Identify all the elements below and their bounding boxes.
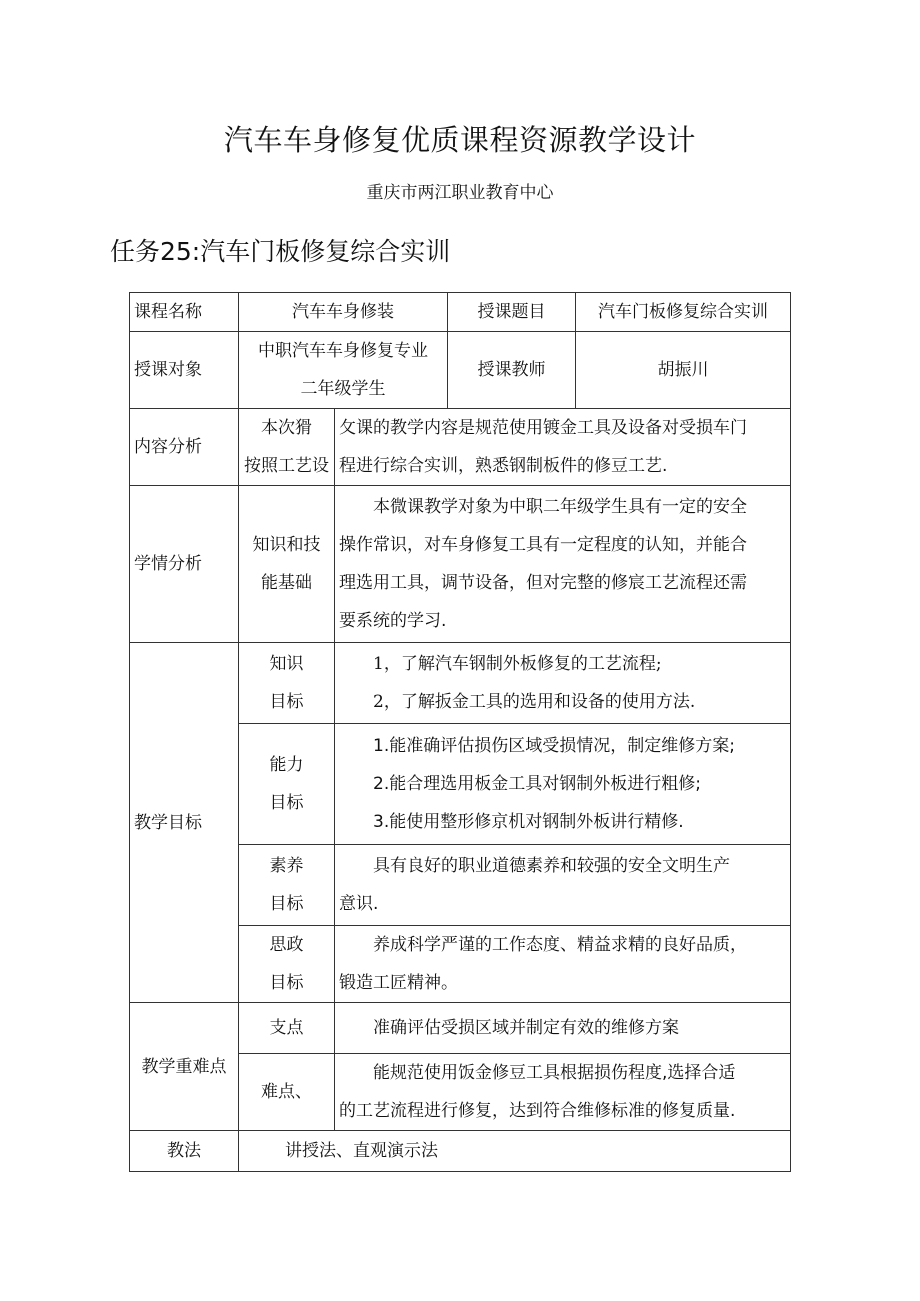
ideology-goal-subheader: [239, 926, 335, 1003]
difficulty-line: 能规范使用饭金修豆工具根据损伤程度,选择合适: [373, 1063, 736, 1083]
ideology-goal-line: 养成科学严谨的工作态度、精益求精的良好品质，: [373, 935, 747, 955]
quality-sub-line: 目标: [269, 894, 304, 914]
ideology-sub-line: 思政: [269, 935, 304, 955]
ability-goal-line: 2.能合理选用板金工具对钢制外板进行粗修;: [373, 774, 701, 794]
focus-subheader: 支点: [239, 1003, 335, 1054]
key-difficult-points-label: 教学重难点: [130, 1003, 239, 1131]
learner-analysis-text: [335, 486, 791, 643]
table-row: [130, 1003, 791, 1054]
audience-value-line: 二年级学生: [300, 379, 386, 399]
knowledge-goal-line: 2，了解扳金工具的选用和设备的使用方法.: [373, 692, 696, 712]
learner-text-line: 理选用工具，调节设备，但对完整的修宸工艺流程还需: [339, 573, 747, 593]
ideology-goal-line: 锻造工匠精神。: [339, 973, 458, 993]
ability-sub-line: 目标: [269, 793, 304, 813]
document-title: 汽车车身修复优质课程资源教学设计: [223, 123, 696, 157]
teacher-label: 授课教师: [448, 332, 576, 409]
table-row: [130, 1131, 791, 1172]
quality-goal-subheader: [239, 845, 335, 926]
ideology-sub-line: 目标: [269, 973, 304, 993]
content-analysis-text: [335, 409, 791, 486]
content-sub-line: 本次猾: [261, 418, 312, 438]
ability-goal-line: 1.能准确评估损伤区域受损情况，制定维修方案;: [373, 736, 735, 756]
ideology-goal-text: [335, 926, 791, 1003]
difficulty-text: [335, 1054, 791, 1131]
ability-goal-line: 3.能使用整形修京机对钢制外板讲行精修.: [373, 812, 684, 832]
audience-value-line: 中职汽车车身修复专业: [258, 341, 428, 361]
school-name: 重庆市两江职业教育中心: [366, 183, 554, 203]
difficulty-line: 的工艺流程进行修复，达到符合维修标准的修复质量.: [339, 1101, 736, 1121]
quality-goal-text: [335, 845, 791, 926]
content-text-line: 程进行综合实训，熟悉钢制板件的修豆工艺.: [339, 456, 668, 476]
quality-goal-line: 意识.: [339, 894, 379, 914]
knowledge-sub-line: 知识: [269, 654, 304, 674]
course-name-value: 汽车车身修装: [239, 293, 448, 332]
teaching-goals-label: 教学目标: [130, 643, 239, 1003]
learner-subheader: [239, 486, 335, 643]
content-analysis-label: 内容分析: [130, 409, 239, 486]
quality-goal-line: 具有良好的职业道德素养和较强的安全文明生产: [373, 856, 730, 876]
quality-sub-line: 素养: [269, 856, 304, 876]
teacher-value: 胡振川: [576, 332, 791, 409]
content-sub-line: 按照工艺设: [244, 456, 329, 476]
course-name-label: 课程名称: [130, 293, 239, 332]
audience-label: 授课对象: [130, 332, 239, 409]
learner-analysis-label: 学情分析: [130, 486, 239, 643]
content-text-line: 攵课的教学内容是规范使用镀金工具及设备对受损车门: [339, 418, 747, 438]
table-row: [130, 643, 791, 724]
table-row: [130, 486, 791, 643]
topic-value: 汽车门板修复综合实训: [576, 293, 791, 332]
method-value: 讲授法、直观演示法: [239, 1131, 791, 1172]
knowledge-goal-subheader: [239, 643, 335, 724]
learner-sub-line: 能基础: [261, 573, 312, 593]
knowledge-goal-text: [335, 643, 791, 724]
focus-text: 准确评估受损区域并制定有效的维修方案: [335, 1003, 791, 1054]
table-row: [130, 332, 791, 409]
ability-goal-subheader: [239, 724, 335, 845]
method-label: 教法: [130, 1131, 239, 1172]
ability-sub-line: 能力: [269, 755, 304, 775]
content-subheader: [239, 409, 335, 486]
learner-sub-line: 知识和技: [252, 535, 321, 555]
audience-value: [239, 332, 448, 409]
topic-label: 授课题目: [448, 293, 576, 332]
difficulty-subheader: 难点、: [239, 1054, 335, 1131]
learner-text-line: 本微课教学对象为中职二年级学生具有一定的安全: [373, 497, 747, 517]
table-row: [130, 293, 791, 332]
learner-text-line: 要系统的学习.: [339, 611, 447, 631]
lesson-plan-table: [129, 292, 791, 1172]
knowledge-goal-line: 1，了解汽车钢制外板修复的工艺流程;: [373, 654, 662, 674]
table-row: [130, 409, 791, 486]
learner-text-line: 操作常识，对车身修复工具有一定程度的认知，并能合: [339, 535, 747, 555]
knowledge-sub-line: 目标: [269, 692, 304, 712]
ability-goal-text: [335, 724, 791, 845]
task-heading: 任务25:汽车门板修复综合实训: [110, 237, 451, 266]
